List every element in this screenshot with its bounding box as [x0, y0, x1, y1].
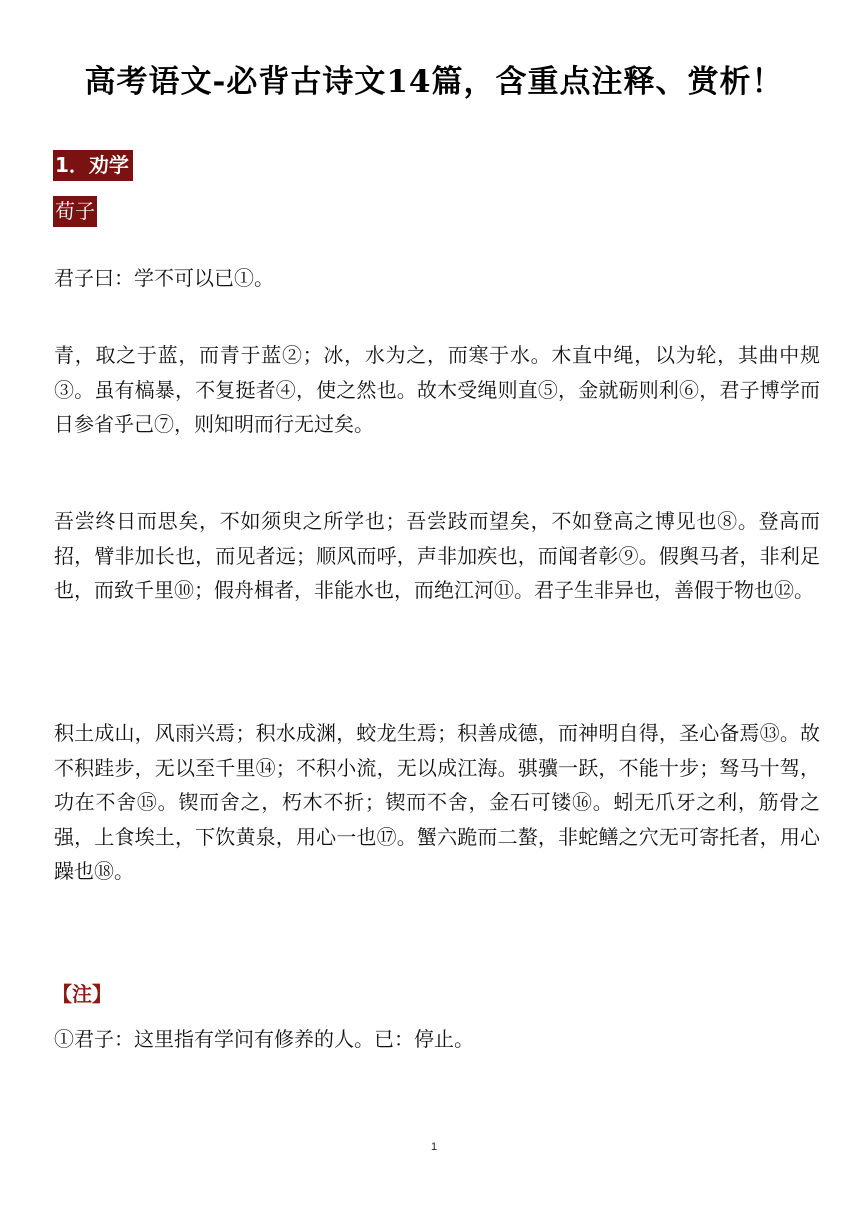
- section-title-tag: 1．劝学: [53, 150, 133, 181]
- paragraph-1: 君子曰：学不可以已①。: [54, 266, 274, 290]
- paragraph-2: 青，取之于蓝，而青于蓝②；冰，水为之，而寒于水。木直中绳，以为轮，其曲中规③。虽有槁暴，不复挺者④，使之然也。故木受绳则直⑤，金就砺则利⑥，君子博学而日参省乎己⑦，则知明而行无过矣。: [54, 343, 820, 436]
- author-tag: 荀子: [53, 196, 97, 227]
- paragraph-3: 吾尝终日而思矣，不如须臾之所学也；吾尝跂而望矣，不如登高之博见也⑧。登高而招，臂非加长也，而见者远；顺风而呼，声非加疾也，而闻者彰⑨。假舆马者，非利足也，而致千里⑩；假舟楫者，非能水也，而绝江河⑪。君子生非异也，善假于物也⑫。: [54, 509, 820, 602]
- paragraph-4: 积土成山，风雨兴焉；积水成渊，蛟龙生焉；积善成德，而神明自得，圣心备焉⑬。故不积跬步，无以至千里⑭；不积小流，无以成江海。骐骥一跃，不能十步；驽马十驾，功在不舍⑮。锲而舍之，朽木不折；锲而不舍，金石可镂⑯。蚓无爪牙之利，筋骨之强，上食埃土，下饮黄泉，用心一也⑰。蟹六跪而二螯，非蛇鳝之穴无可寄托者，用心躁也⑱。: [54, 721, 820, 883]
- page-title: 高考语文-必背古诗文14篇，含重点注释、赏析！: [84, 64, 784, 100]
- note-item: ①君子：这里指有学问有修养的人。已：停止。: [54, 1027, 474, 1051]
- notes-heading: 【注】: [52, 982, 112, 1006]
- page-number: 1: [430, 1141, 438, 1153]
